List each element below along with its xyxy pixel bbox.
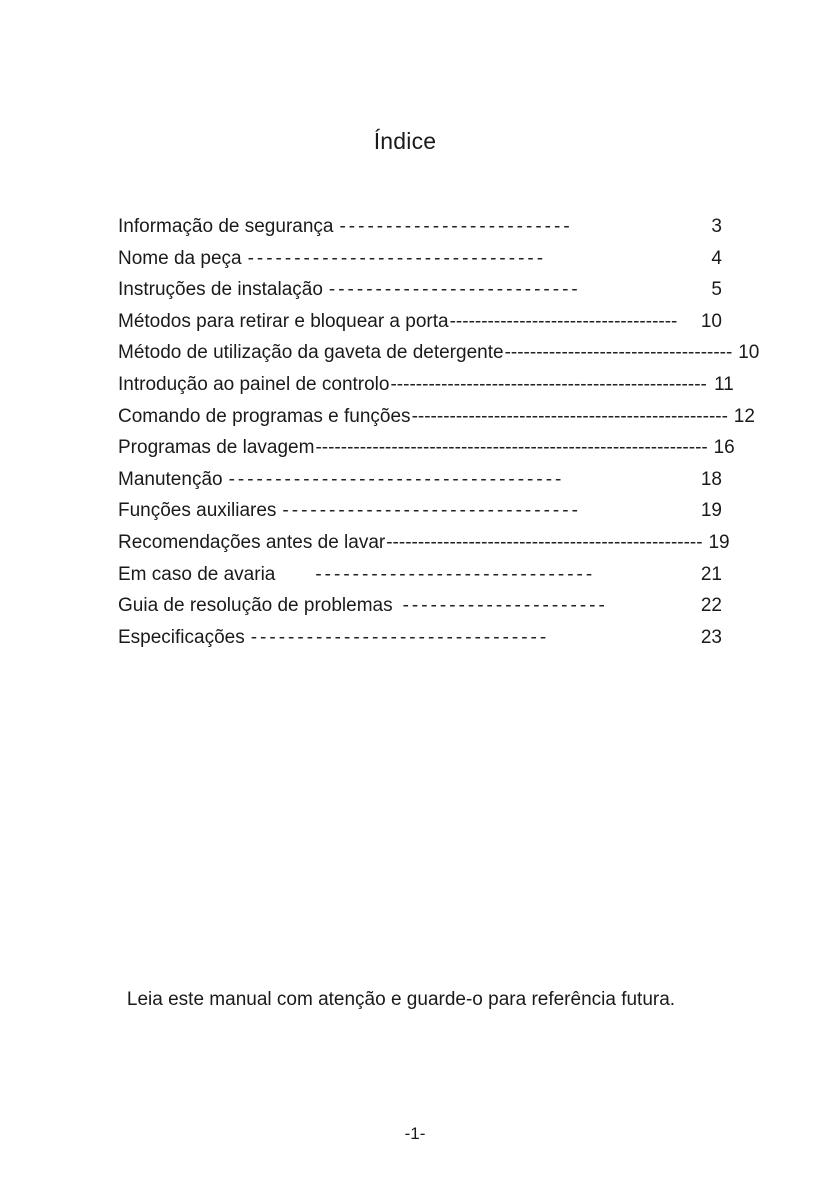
toc-entry-page: 22	[700, 595, 722, 617]
toc-leader: --------------------------------	[250, 626, 550, 648]
toc-entry-label: Guia de resolução de problemas	[118, 595, 393, 617]
toc-entry-label: Recomendações antes de lavar	[118, 531, 386, 553]
toc-entry-page: 3	[711, 216, 722, 237]
toc-leader: --------------------------------------------------	[411, 405, 728, 427]
toc-entry	[118, 211, 722, 243]
toc-entry	[118, 464, 722, 496]
toc-leader: ------------------------------	[315, 563, 596, 585]
toc-leader: ----------------------	[402, 595, 608, 617]
toc-entry-page: 23	[700, 626, 722, 648]
footer-note: Leia este manual com atenção e guarde-o para referência futura.	[126, 989, 676, 1010]
toc-entry-label: Introdução ao painel de controlo	[118, 373, 390, 395]
toc-entry	[118, 590, 722, 622]
toc-entry	[118, 495, 722, 527]
toc-entry	[118, 527, 730, 559]
toc-entry-page: 19	[708, 531, 730, 553]
toc-leader: --------------------------------------------------------------	[315, 437, 708, 459]
toc-leader: --------------------------------------------------	[390, 373, 707, 395]
toc-entry	[118, 306, 722, 338]
page-number: -1-	[404, 1124, 426, 1143]
toc-entry-label: Comando de programas e funções	[118, 405, 411, 427]
toc-entry-label: Instruções de instalação	[118, 279, 323, 301]
toc-entry-label: Programas de lavagem	[118, 437, 315, 459]
toc-entry-page: 12	[733, 405, 755, 427]
toc-entry-page: 16	[713, 437, 735, 459]
toc-entry	[118, 622, 722, 654]
toc-entry-label: Método de utilização da gaveta de detergente	[118, 342, 504, 364]
toc-leader: -------------------------	[339, 216, 573, 237]
toc-leader: --------------------------------	[282, 500, 581, 522]
toc-entry-label: Nome da peça	[118, 247, 242, 269]
toc-entry-page: 5	[711, 279, 722, 301]
toc-entry-page: 21	[700, 563, 722, 585]
toc-leader: ---------------------------	[328, 279, 581, 301]
toc-leader: ------------------------------------	[504, 342, 733, 364]
toc-leader: ------------------------------------	[228, 468, 565, 490]
toc-entry-label: Manutenção	[118, 468, 223, 490]
toc-entry-label: Especificações	[118, 626, 245, 648]
toc-entry-page: 19	[700, 500, 722, 522]
toc-leader: --------------------------------	[247, 247, 547, 269]
table-of-contents	[118, 211, 760, 653]
toc-entry-label: Informação de segurança	[118, 216, 334, 237]
toc-entry-page: 4	[711, 247, 722, 269]
page-title: Índice	[373, 128, 437, 154]
toc-entry	[118, 559, 722, 591]
toc-entry-label: Em caso de avaria	[118, 563, 276, 585]
toc-entry	[118, 274, 722, 306]
toc-leader: ------------------------------------	[449, 310, 678, 332]
toc-entry	[118, 432, 735, 464]
toc-entry	[118, 243, 722, 275]
toc-entry-page: 11	[714, 373, 734, 395]
toc-entry-label: Funções auxiliares	[118, 500, 277, 522]
toc-leader: --------------------------------------------------	[386, 531, 703, 553]
toc-entry-page: 10	[700, 310, 722, 332]
toc-entry-label: Métodos para retirar e bloquear a porta	[118, 310, 449, 332]
toc-entry-page: 18	[700, 468, 722, 490]
toc-entry	[118, 337, 760, 369]
toc-entry	[118, 401, 755, 433]
toc-entry-page: 10	[738, 342, 760, 364]
toc-entry	[118, 369, 734, 401]
